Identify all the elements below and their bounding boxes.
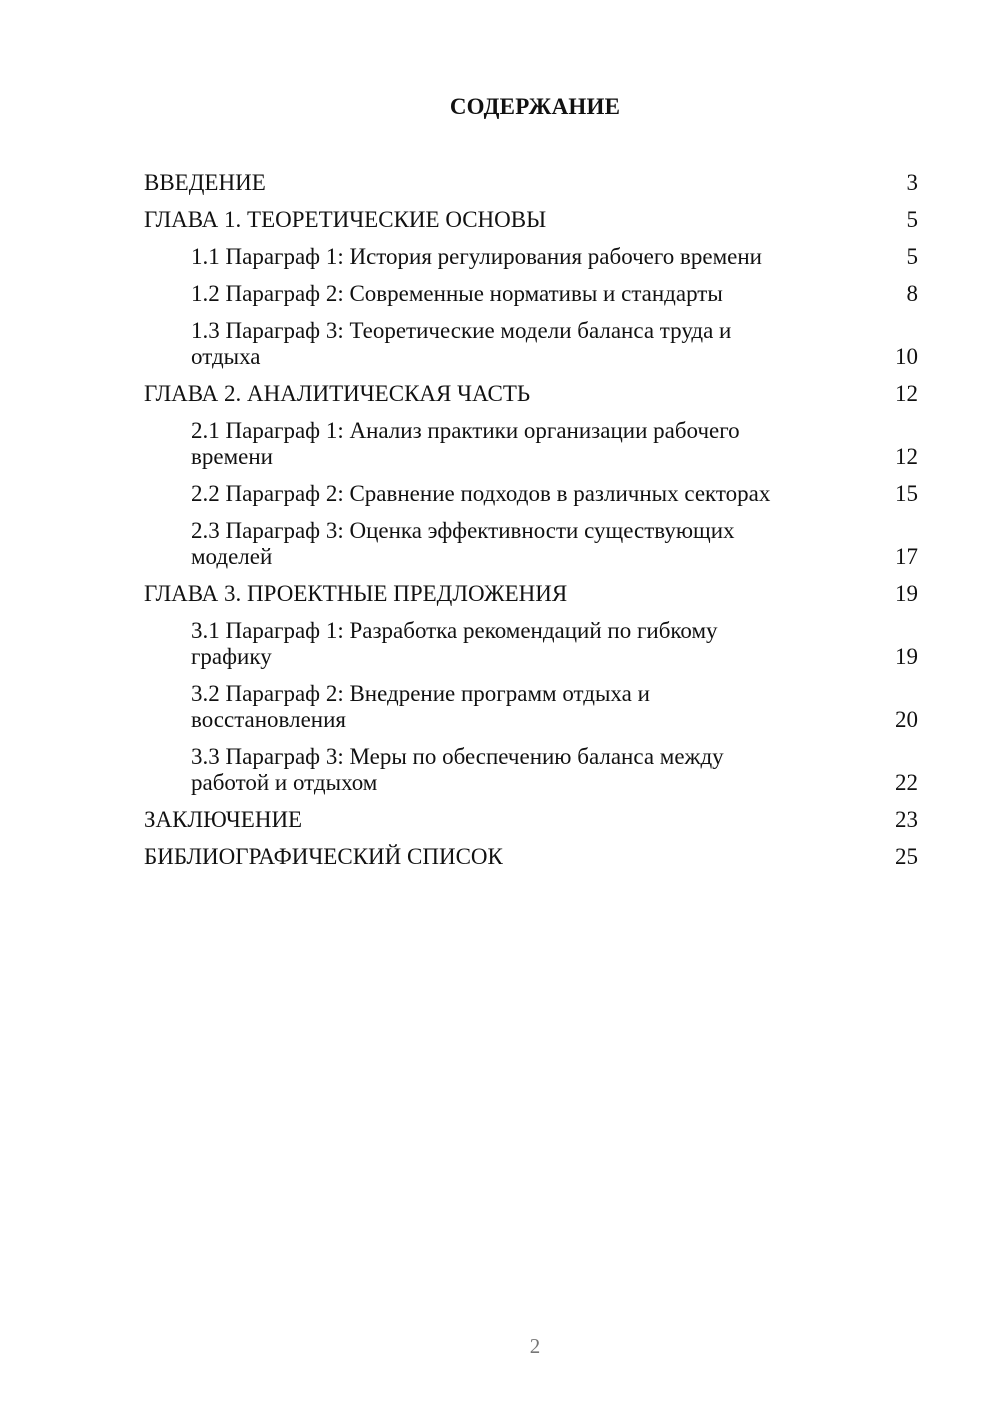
toc-entry-section-3-2 <box>144 681 918 733</box>
toc-title: СОДЕРЖАНИЕ <box>449 94 621 119</box>
toc-entry-page: 5 <box>906 207 918 232</box>
toc-entry-page: 8 <box>906 281 918 306</box>
toc-entry-label: 2.1 Параграф 1: Анализ практики организации рабочего времени <box>191 418 740 469</box>
toc-entry-section-1-3 <box>144 318 918 370</box>
toc-entry-page: 25 <box>895 844 918 869</box>
toc-entry-page: 17 <box>895 544 918 569</box>
toc-entry-label: 1.1 Параграф 1: История регулирования рабочего времени <box>191 244 762 269</box>
toc-entry-page: 3 <box>906 170 918 195</box>
toc-entry-label: ГЛАВА 3. ПРОЕКТНЫЕ ПРЕДЛОЖЕНИЯ <box>144 581 568 606</box>
toc-entry-page: 15 <box>895 481 918 506</box>
toc-entry-page: 19 <box>895 644 918 669</box>
toc-entry-label: 1.3 Параграф 3: Теоретические модели баланса труда и отдыха <box>191 318 732 369</box>
toc-entry-label: 1.2 Параграф 2: Современные нормативы и стандарты <box>191 281 723 306</box>
toc-entry-label: БИБЛИОГРАФИЧЕСКИЙ СПИСОК <box>144 844 503 869</box>
toc-entry-label: ВВЕДЕНИЕ <box>144 170 266 195</box>
toc-entry-label: 3.3 Параграф 3: Меры по обеспечению баланса между работой и отдыхом <box>191 744 724 795</box>
toc-entry-chapter-3 <box>144 581 918 607</box>
toc-entry-section-2-3 <box>144 518 918 570</box>
toc-entry-conclusion <box>144 807 918 833</box>
toc-entry-label: 2.3 Параграф 3: Оценка эффективности существующих моделей <box>191 518 735 569</box>
toc-entry-page: 10 <box>895 344 918 369</box>
toc-entry-section-2-1 <box>144 418 918 470</box>
toc-entry-label: ГЛАВА 1. ТЕОРЕТИЧЕСКИЕ ОСНОВЫ <box>144 207 547 232</box>
toc-entry-section-1-2 <box>144 281 918 307</box>
page-number: 2 <box>529 1334 541 1358</box>
toc-entry-label: 2.2 Параграф 2: Сравнение подходов в различных секторах <box>191 481 771 506</box>
toc-entry-chapter-1 <box>144 207 918 233</box>
toc-entry-bibliography <box>144 844 918 870</box>
toc-entry-section-3-1 <box>144 618 918 670</box>
toc-entry-section-3-3 <box>144 744 918 796</box>
toc-entry-page: 12 <box>895 444 918 469</box>
toc-entry-label: 3.2 Параграф 2: Внедрение программ отдыха и восстановления <box>191 681 650 732</box>
toc-entry-page: 20 <box>895 707 918 732</box>
toc-entry-chapter-2 <box>144 381 918 407</box>
toc-entry-introduction <box>144 170 918 196</box>
toc-entry-label: ЗАКЛЮЧЕНИЕ <box>144 807 303 832</box>
toc-entry-page: 19 <box>895 581 918 606</box>
table-of-contents <box>144 170 918 881</box>
toc-entry-page: 5 <box>906 244 918 269</box>
toc-entry-label: ГЛАВА 2. АНАЛИТИЧЕСКАЯ ЧАСТЬ <box>144 381 531 406</box>
toc-entry-section-1-1 <box>144 244 918 270</box>
toc-entry-label: 3.1 Параграф 1: Разработка рекомендаций по гибкому графику <box>191 618 718 669</box>
toc-entry-page: 22 <box>895 770 918 795</box>
toc-entry-page: 23 <box>895 807 918 832</box>
toc-entry-page: 12 <box>895 381 918 406</box>
toc-entry-section-2-2 <box>144 481 918 507</box>
